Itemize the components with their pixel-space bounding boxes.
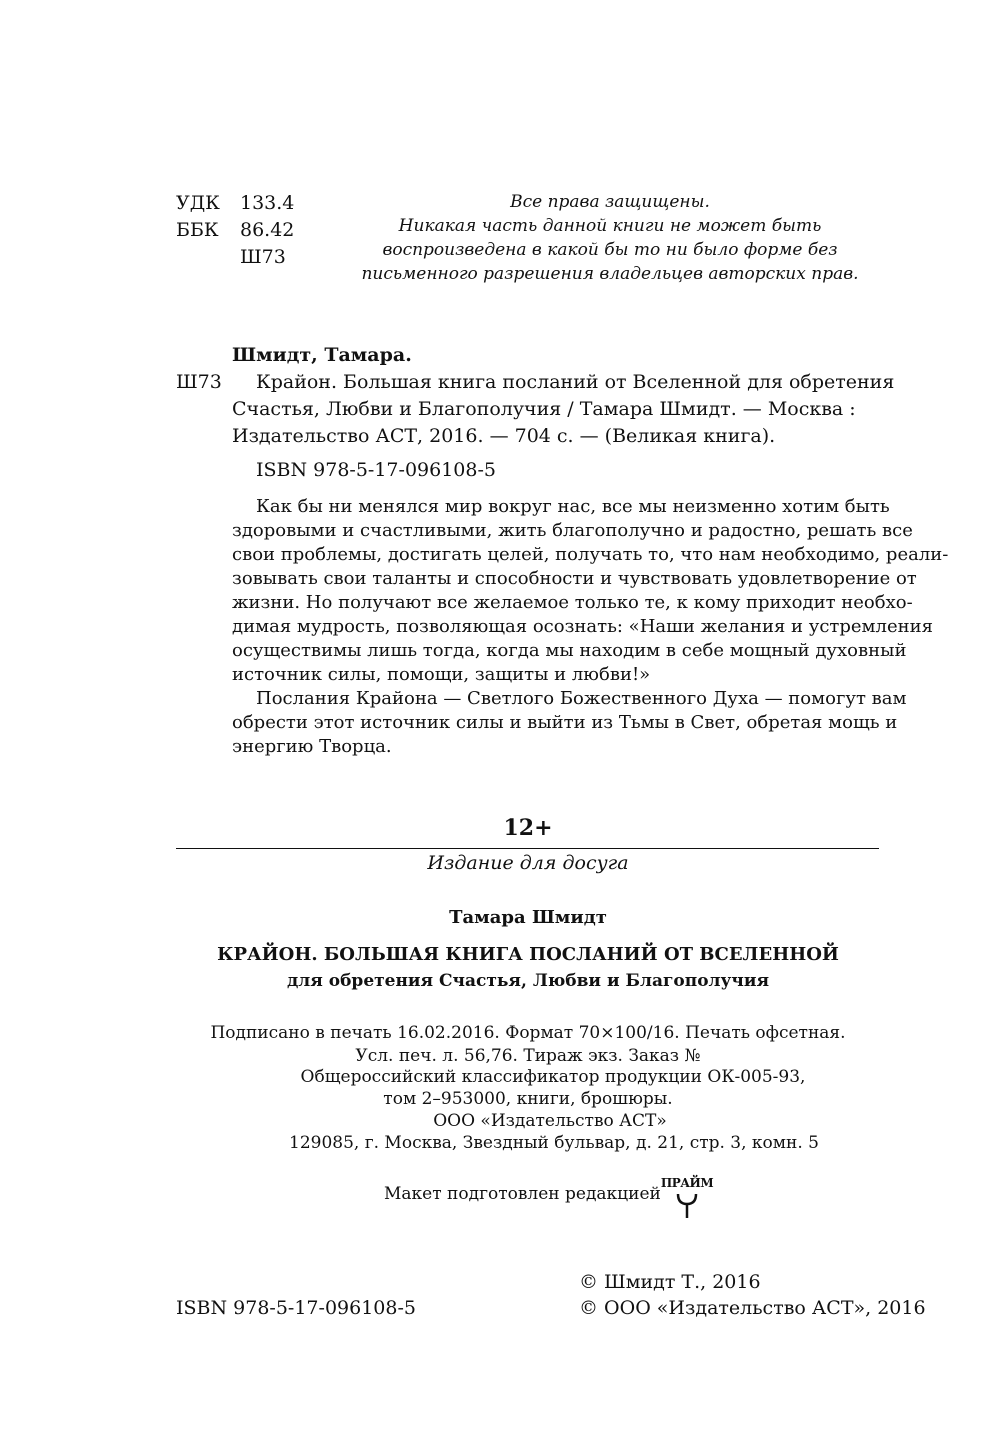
edition-type: Издание для досуга (427, 852, 629, 874)
print-detail-line: Подписано в печать 16.02.2016. Формат 70×100/16. Печать офсетная. (210, 1023, 846, 1043)
annotation-line: свои проблемы, достигать целей, получать то, что нам необходимо, реали- (232, 544, 949, 565)
rights-notice-line: Все права защищены. (510, 192, 710, 212)
age-rating: 12+ (503, 815, 553, 841)
annotation-line: энергию Творца. (232, 736, 392, 757)
annotation-line: Послания Крайона — Светлого Божественного Духа — помогут вам (256, 688, 907, 709)
annotation-line: Как бы ни менялся мир вокруг нас, все мы неизменно хотим быть (256, 496, 890, 517)
rights-notice-line: письменного разрешения владельцев авторских прав. (361, 264, 859, 284)
annotation-line: жизни. Но получают все желаемое только те, к кому приходит необхо- (232, 592, 913, 613)
praim-logo-icon (658, 1176, 716, 1220)
praim-logo (658, 1176, 716, 1220)
author-mark: Ш73 (240, 246, 286, 268)
footer-isbn: ISBN 978-5-17-096108-5 (176, 1297, 416, 1319)
catalog-title-line: Счастья, Любви и Благополучия / Тамара Шмидт. — Москва : (232, 398, 856, 420)
print-detail-line: Усл. печ. л. 56,76. Тираж экз. Заказ № (355, 1046, 701, 1066)
print-detail-line: том 2–953000, книги, брошюры. (383, 1089, 673, 1109)
prepared-by: Макет подготовлен редакцией (384, 1184, 661, 1204)
copyright-line: © Шмидт Т., 2016 (579, 1271, 761, 1293)
rights-notice-line: воспроизведена в какой бы то ни было форме без (382, 240, 838, 260)
catalog-mark: Ш73 (176, 371, 222, 393)
catalog-title-line: Издательство АСТ, 2016. — 704 с. — (Великая книга). (232, 425, 776, 447)
divider-line (176, 848, 879, 849)
rights-notice-line: Никакая часть данной книги не может быть (398, 216, 822, 236)
udk-value: 133.4 (240, 192, 295, 214)
praim-logo-text: ПРАЙМ (660, 1176, 714, 1190)
udk-label: УДК (176, 192, 220, 214)
imprint-subtitle: для обретения Счастья, Любви и Благополучия (286, 971, 770, 991)
catalog-isbn: ISBN 978-5-17-096108-5 (256, 459, 496, 481)
annotation-line: зовывать свои таланты и способности и чувствовать удовлетворение от (232, 568, 917, 589)
annotation-line: димая мудрость, позволяющая осознать: «Наши желания и устремления (232, 616, 933, 637)
copyright-line: © ООО «Издательство АСТ», 2016 (579, 1297, 926, 1319)
catalog-title-line: Крайон. Большая книга посланий от Вселенной для обретения (256, 371, 895, 393)
bbk-value: 86.42 (240, 219, 295, 241)
annotation-line: обрести этот источник силы и выйти из Тьмы в Свет, обретая мощь и (232, 712, 898, 733)
print-detail-line: 129085, г. Москва, Звездный бульвар, д. 21, стр. 3, комн. 5 (289, 1133, 819, 1153)
imprint-author: Тамара Шмидт (449, 907, 607, 928)
annotation-line: осуществимы лишь тогда, когда мы находим в себе мощный духовный (232, 640, 907, 661)
print-detail-line: Общероссийский классификатор продукции ОК-005-93, (300, 1067, 806, 1087)
imprint-title: КРАЙОН. БОЛЬШАЯ КНИГА ПОСЛАНИЙ ОТ ВСЕЛЕННОЙ (217, 944, 839, 965)
catalog-author-heading: Шмидт, Тамара. (232, 344, 412, 366)
print-detail-line: ООО «Издательство АСТ» (433, 1111, 667, 1131)
annotation-line: источник силы, помощи, защиты и любви!» (232, 664, 651, 685)
annotation-line: здоровыми и счастливыми, жить благополучно и радостно, решать все (232, 520, 913, 541)
bbk-label: ББК (176, 219, 219, 241)
